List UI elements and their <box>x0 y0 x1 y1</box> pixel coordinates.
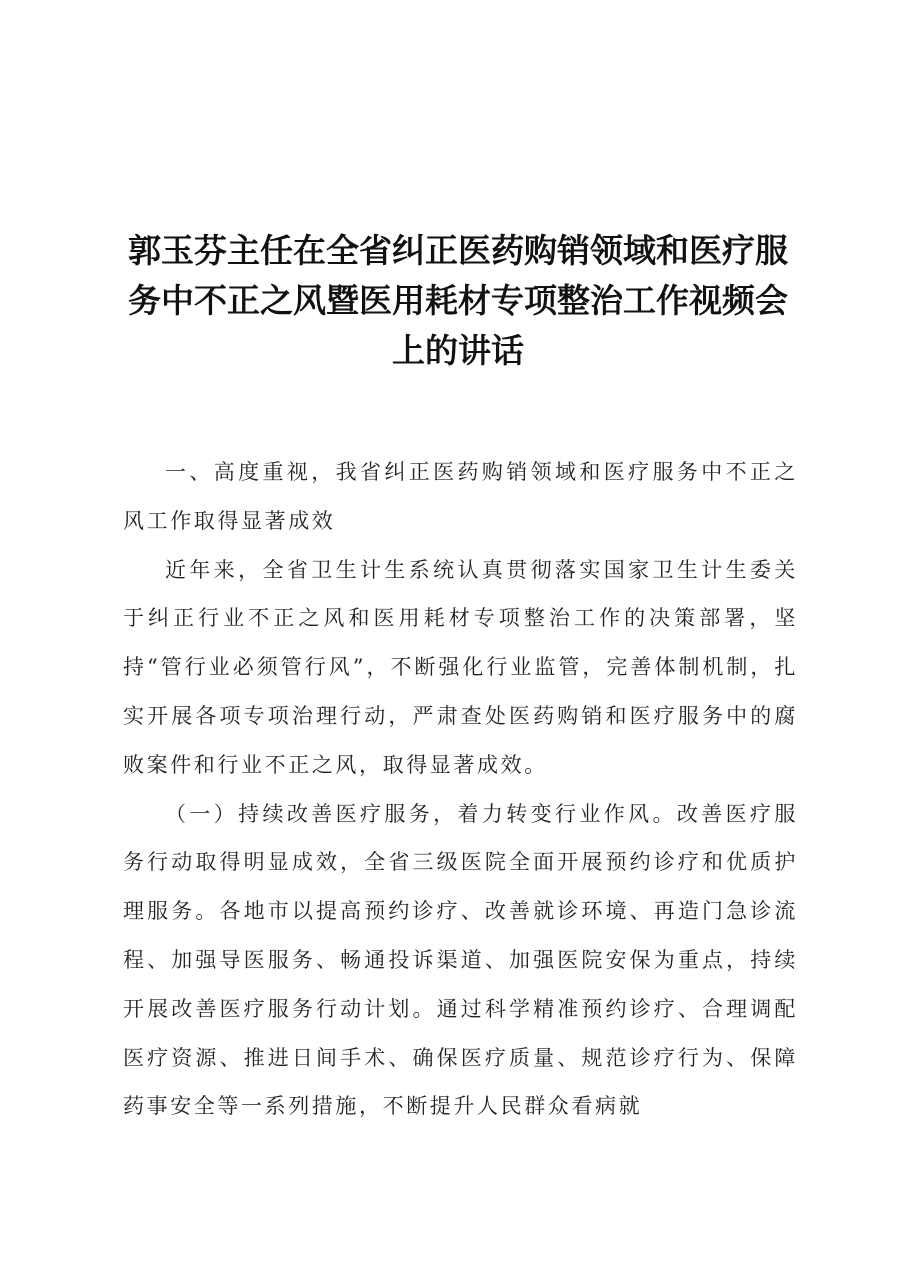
body-paragraph: （一）持续改善医疗服务，着力转变行业作风。改善医疗服务行动取得明显成效，全省三级医院全面开展预约诊疗和优质护理服务。各地市以提高预约诊疗、改善就诊环境、再造门急诊流程、加强导医服务、畅通投诉渠道、加强医院安保为重点，持续开展改善医疗服务行动计划。通过科学精准预约诊疗、合理调配医疗资源、推进日间手术、确保医疗质量、规范诊疗行为、保障药事安全等一系列措施，不断提升人民群众看病就 <box>123 801 798 1119</box>
document-title: 郭玉芬主任在全省纠正医药购销领域和医疗服务中不正之风暨医用耗材专项整治工作视频会上的讲话 <box>128 231 788 370</box>
body-paragraph: 近年来，全省卫生计生系统认真贯彻落实国家卫生计生委关于纠正行业不正之风和医用耗材专项整治工作的决策部署，坚持“管行业必须管行风”，不断强化行业监管，完善体制机制，扎实开展各项专项治理行动，严肃查处医药购销和医疗服务中的腐败案件和行业不正之风，取得显著成效。 <box>123 557 798 777</box>
section-heading: 一、高度重视，我省纠正医药购销领域和医疗服务中不正之风工作取得显著成效 <box>123 460 798 533</box>
document-body <box>123 448 798 1131</box>
